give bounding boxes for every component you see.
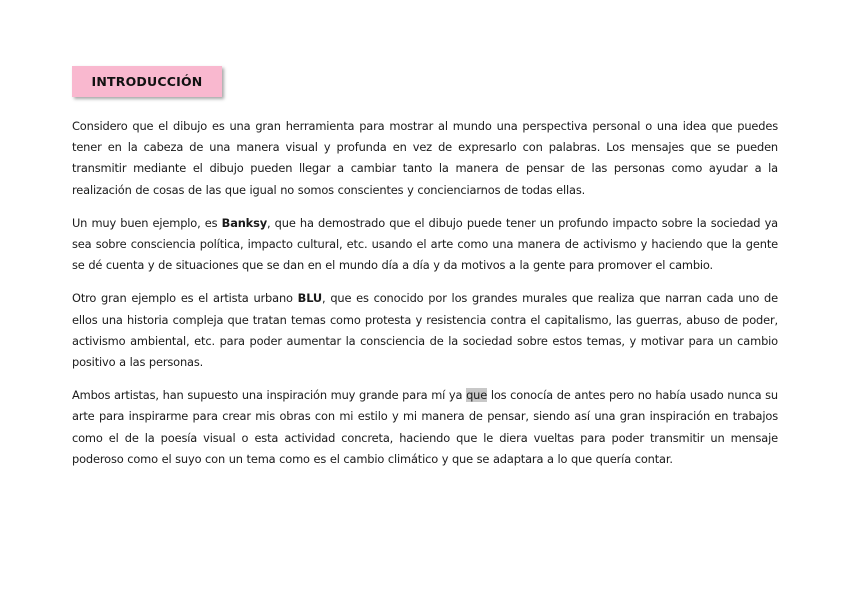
paragraph-3-text-start: Otro gran ejemplo es el artista urbano — [72, 291, 298, 306]
paragraph-4-text-end: los conocía de antes pero no había usado nunca su arte para inspirarme para crear mis obras con mi estilo y mi manera de pensar, siendo así una gran inspiración en trabajos como el de la poesía visual o esta actividad concreta, haciendo que le diera vueltas para poder transmitir un mensaje poderoso como el suyo con un tema como es el cambio climático y que se adaptara a lo que quería contar. — [72, 388, 778, 466]
section-heading: INTRODUCCIÓN — [91, 74, 203, 89]
document-body — [72, 116, 778, 482]
paragraph-2-text-end: , que ha demostrado que el dibujo puede tener un profundo impacto sobre la sociedad ya sea sobre consciencia política, impacto cultural, etc. usando el arte como una manera de activismo y haciendo que la gente se dé cuenta y de situaciones que se dan en el mundo día a día y da motivos a la gente para promover el cambio. — [72, 215, 779, 273]
paragraph-3 — [72, 288, 778, 373]
selected-word[interactable]: que — [466, 388, 488, 403]
artist-name-banksy: Banksy — [221, 215, 268, 230]
section-heading-box — [72, 66, 222, 97]
paragraph-1-text: Considero que el dibujo es una gran herramienta para mostrar al mundo una perspectiva personal o una idea que puedes tener en la cabeza de una manera visual y profunda en vez de expresarlo con palabras. Los mensajes que se pueden transmitir mediante el dibujo pueden llegar a cambiar tanto la manera de pensar de las personas como ayudar a la realización de cosas de las que igual no somos conscientes y concienciarnos de todas ellas. — [72, 119, 778, 197]
paragraph-3-text-end: , que es conocido por los grandes murales que realiza que narran cada uno de ellos una historia compleja que tratan temas como protesta y resistencia contra el capitalismo, las guerras, abuso de poder, activismo ambiental, etc. para poder aumentar la consciencia de la sociedad sobre estos temas, y motivar para un cambio positivo a las personas. — [72, 291, 778, 370]
paragraph-2-text-start: Un muy buen ejemplo, es — [72, 215, 222, 230]
artist-name-blu: BLU — [297, 291, 323, 306]
paragraph-2 — [72, 213, 778, 277]
paragraph-4 — [72, 385, 778, 470]
paragraph-4-text-start: Ambos artistas, han supuesto una inspiración muy grande para mí ya — [72, 388, 467, 403]
paragraph-1 — [72, 116, 778, 201]
